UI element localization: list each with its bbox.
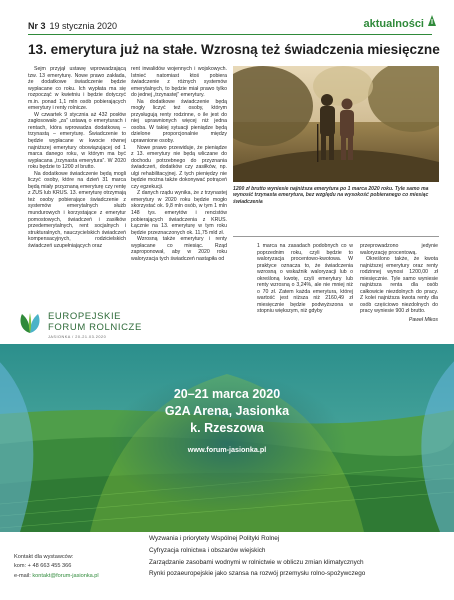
forum-subtitle: JASIONKA / 20-21.03.2020	[48, 335, 107, 339]
issue-info	[28, 21, 117, 31]
paragraph: Z danych rządu wynika, że z trzynastej emerytury w 2020 roku będzie mogło skorzystać ok. 9,8 mln osób, w tym 1 mln 148 tys. emerytów i rencistów pobierających świadczenia z KRUS. Łącznie na 13. emeryturę w tym roku będzie przeznaczonych ok. 11,75 mld zł.	[131, 190, 227, 236]
caption-divider	[233, 236, 439, 237]
forum-banner	[0, 344, 454, 532]
page-header	[0, 0, 454, 38]
contact-heading: Kontakt dla wystawców:	[14, 554, 74, 560]
forum-topics-list	[149, 533, 365, 580]
section-brand: aktualności	[363, 18, 424, 30]
paragraph: 1 marca na zasadach podobnych co w poprzednim roku, czyli będzie to waloryzacja procentowo-kwotowa. W praktyce oznacza to, że świadczenia wzrosną o wskaźnik waloryzacji lub o określoną kwotę, czyli emerytury lub renty wzrosną o 3,24%, ale nie mniej niż o 70 zł. Zatem każda emerytura, której wartość jest niższa niż 2160,49 zł miesięcznie będzie podwyższona w stopniu większym, niż gdyby	[257, 243, 353, 315]
paragraph: Sejm przyjął ustawę wprowadzającą tzw. 13 emeryturę. Nowe prawo zakłada, że dodatkowe świadczenie będzie wypłacane co roku. Ich wypłata ma się rozpocząć w kwietniu i będzie dotyczyć m.in. ponad 1,1 mln osób pobierających emerytury i renty rolnicze.	[28, 66, 126, 112]
elderly-couple-photo	[233, 66, 439, 182]
forum-title	[48, 311, 142, 333]
field-landscape-graphic	[0, 344, 454, 532]
contact-email-link[interactable]: kontakt@forum-jasionka.pl	[32, 572, 99, 579]
exhibitor-contact	[14, 553, 99, 581]
paragraph: Na dodatkowe świadczenie będą mogły liczyć też osoby, którym przysługują renty rodzinne, o ile jest do niej uprawnionych więcej niż jedna osoba. W takiej sytuacji pieniądze będą dzielone proporcjonalnie między uprawnione osoby.	[131, 98, 227, 145]
article-photo	[233, 66, 439, 182]
list-item: Zarządzanie zasobami wodnymi w rolnictwie w obliczu zmian klimatycznych	[149, 558, 364, 566]
paragraph: rent inwalidów wojennych i wojskowych. Istnieć natomiast ktoś pobiera świadczenie z różnych systemów emerytalnych, to będzie miał prawo tylko do jednej „trzynastej” emerytury.	[131, 66, 227, 99]
pen-nib-icon	[426, 14, 438, 28]
paragraph: W czwartek 9 stycznia aż 432 posłów zagłosowało „za” ustawą o emeryturach i rentach, która wprowadza dodatkową – trzynastą – emeryturę. Świadczenie to będzie wypłacane w kwocie równej najniższej emerytury obowiązującej od 1 marca danego roku, w którym ma być wypłacana „trzynasta emerytura”. W 2020 roku będzie to 1200 zł brutto.	[28, 111, 126, 171]
forum-venue: G2A Arena, Jasionka	[164, 404, 290, 418]
article-headline: 13. emerytura już na stałe. Wzrosną też świadczenia miesięczne	[28, 42, 440, 57]
forum-title-line-2: FORUM ROLNICZE	[48, 322, 142, 333]
forum-city: k. Rzeszowa	[190, 421, 264, 435]
forum-website-link[interactable]: www.forum-jasionka.pl	[187, 445, 267, 454]
article-author: Paweł Mikos	[408, 317, 438, 324]
forum-title-line-1: EUROPEJSKIE	[48, 311, 122, 322]
paragraph: Nowe prawo przewiduje, że pieniądze z 13. emerytury nie będą wliczane do dochodu potrzebnego do przyznania świadczeń, dodatków czy zasiłków, np. ulgi rehabilitacyjnej. Z tych pieniędzy nie będzie można także dokonywać potrąceń czy egzekucji.	[131, 144, 227, 190]
list-item: Wyzwania i priorytety Wspólnej Polityki Rolnej	[149, 535, 280, 542]
contact-email-row	[14, 572, 99, 581]
photo-caption: 1200 zł brutto wyniesie najniższa emerytura po 1 marca 2020 roku. Tyle samo ma wynosić trzynasta emerytura, bez względu na wysokość pobieranego co miesiąc świadczenia	[233, 186, 429, 205]
header-rule	[28, 34, 432, 35]
article-column-2	[131, 66, 227, 262]
paragraph: Wzrosną także emerytury i renty wypłacane co miesiąc. Rząd zaproponował, aby w 2020 roku waloryzacja tych świadczeń nastąpiła od	[131, 236, 227, 262]
paragraph: przeprowadzono jedynie waloryzację procentową.	[360, 243, 438, 256]
contact-email-label: e-mail:	[14, 572, 31, 579]
paragraph: Określono także, że kwota najniższej emerytury oraz renty rodzinnej wynosi 1200,00 zł miesięcznie. Tyle samo wyniesie najniższa renta dla osób całkowicie niezdolnych do pracy. Z kolei najniższa kwota renty dla osób częściowo niezdolnych do pracy wyniesie 900 zł brutto.	[360, 256, 438, 315]
contact-phone: kom: + 48 663 455 366	[14, 563, 72, 570]
forum-date: 20–21 marca 2020	[173, 387, 281, 401]
list-item: Rynki pozaeuropejskie jako szansa na rozwój przemysłu rolno-spożywczego	[149, 570, 366, 578]
paragraph: Na dodatkowe świadczenie będą mogli liczyć osoby, które na dzień 31 marca będą miały przyznaną emeryturę czy rentę z ZUS lub KRUS. 13. emeryturę otrzymają też osoby pobierające świadczenie z systemów emerytalnych służb mundurowych i korzystające z emerytur pomostowych, świadczeń i zasiłków przedemerytalnych, rent socjalnych i strukturalnych, nauczycielskich świadczeń kompensacyjnych, rodzicielskich świadczeń uzupełniających oraz	[28, 170, 126, 249]
forum-leaf-logo-icon	[18, 312, 42, 334]
issue-number: Nr 3	[28, 21, 46, 31]
issue-date: 19 stycznia 2020	[49, 21, 118, 31]
list-item: Cyfryzacja rolnictwa i obszarów wiejskich	[149, 546, 266, 554]
article-column-1	[28, 66, 126, 249]
